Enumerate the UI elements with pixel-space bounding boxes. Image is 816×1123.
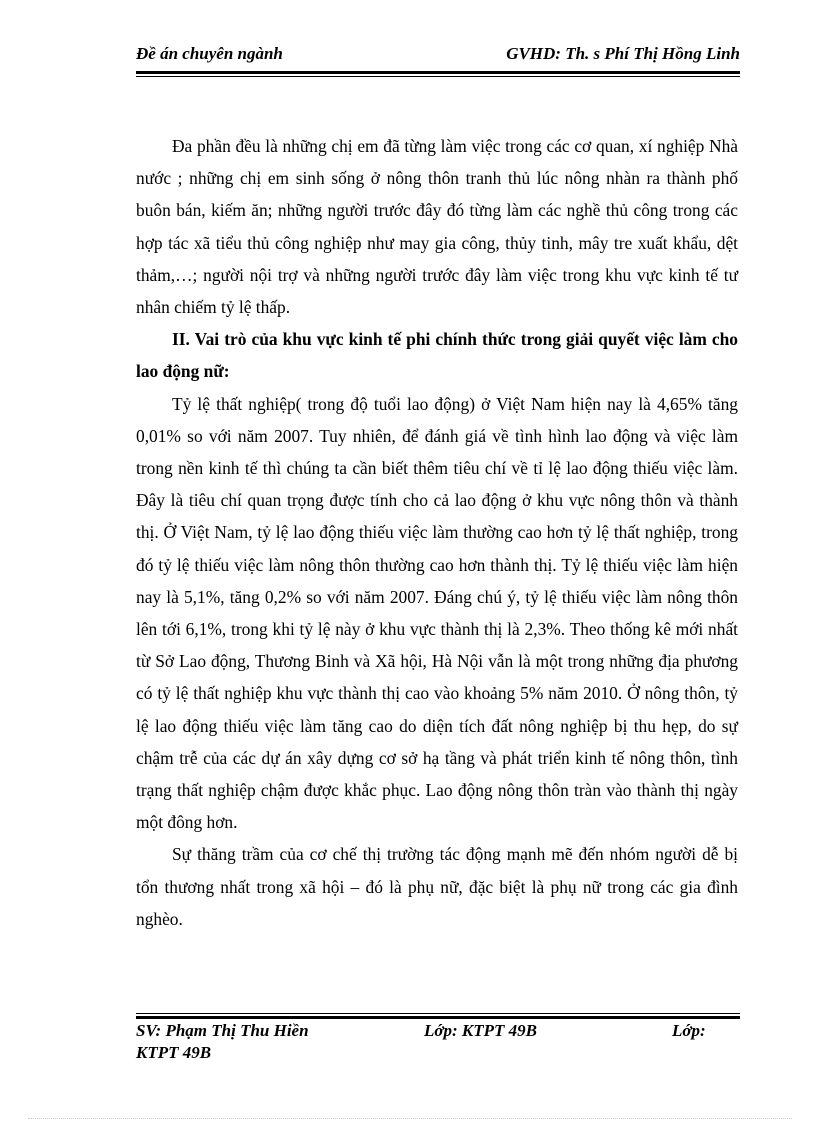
section-heading: II. Vai trò của khu vực kinh tế phi chính thức trong giải quyết việc làm cho lao động nữ: [136,329,738,382]
footer-student-name: SV: Phạm Thị Thu Hiền [136,1021,309,1040]
header-advisor: GVHD: Th. s Phí Thị Hồng Linh [506,44,740,63]
footer-class-label: Lớp: [672,1021,706,1040]
paragraph-1: Đa phần đều là những chị em đã từng làm việc trong các cơ quan, xí nghiệp Nhà nước ; những chị em sinh sống ở nông thôn tranh thủ lúc nông nhàn ra thành phố buôn bán, kiếm ăn; những người trước đây đó từng làm các nghề thủ công trong các hợp tác xã tiểu thủ công nghiệp như may gia công, thủy tinh, mây tre xuất khẩu, dệt thảm,…; người nội trợ và những người trước đây làm việc trong khu vực kinh tế tư nhân chiếm tỷ lệ thấp. [136,136,738,318]
footer-class: Lớp: KTPT 49B [424,1021,537,1040]
paragraph-3: Sự thăng trầm của cơ chế thị trường tác động mạnh mẽ đến nhóm người dễ bị tổn thương nhất trong xã hội – đó là phụ nữ, đặc biệt là phụ nữ trong các gia đình nghèo. [136,844,738,929]
document-body [136,130,738,935]
header-document-title: Đề án chuyên ngành [136,44,283,63]
footer-rule-thick [136,1016,740,1019]
header-rule-thin [136,76,740,77]
footer-class-value: KTPT 49B [136,1043,212,1062]
header-rule-thick [136,71,740,74]
page-header [136,44,740,70]
paragraph-2: Tỷ lệ thất nghiệp( trong độ tuổi lao động) ở Việt Nam hiện nay là 4,65% tăng 0,01% so với năm 2007. Tuy nhiên, để đánh giá về tình hình lao động và việc làm trong nền kinh tế thì chúng ta cần biết thêm tiêu chí về tỉ lệ lao động thiếu việc làm. Đây là tiêu chí quan trọng được tính cho cả lao động ở khu vực nông thôn và thành thị. Ở Việt Nam, tỷ lệ lao động thiếu việc làm thường cao hơn tỷ lệ thất nghiệp, trong đó tỷ lệ thiếu việc làm nông thôn thường cao hơn thành thị. Tỷ lệ thiếu việc làm hiện nay là 5,1%, tăng 0,2% so với năm 2007. Đáng chú ý, tỷ lệ thiếu việc làm nông thôn lên tới 6,1%, trong khi tỷ lệ này ở khu vực thành thị là 2,3%. Theo thống kê mới nhất từ Sở Lao động, Thương Binh và Xã hội, Hà Nội vẫn là một trong những địa phương có tỷ lệ thất nghiệp khu vực thành thị cao vào khoảng 5% năm 2010. Ở nông thôn, tỷ lệ lao động thiếu việc làm tăng cao do diện tích đất nông nghiệp bị thu hẹp, do sự chậm trễ của các dự án xây dựng cơ sở hạ tầng và phát triển kinh tế nông thôn, tình trạng thất nghiệp chậm được khắc phục. Lao động nông thôn tràn vào thành thị ngày một đông hơn. [136,393,738,833]
page-bottom-border [28,1118,792,1119]
footer-rule-thin [136,1013,740,1014]
